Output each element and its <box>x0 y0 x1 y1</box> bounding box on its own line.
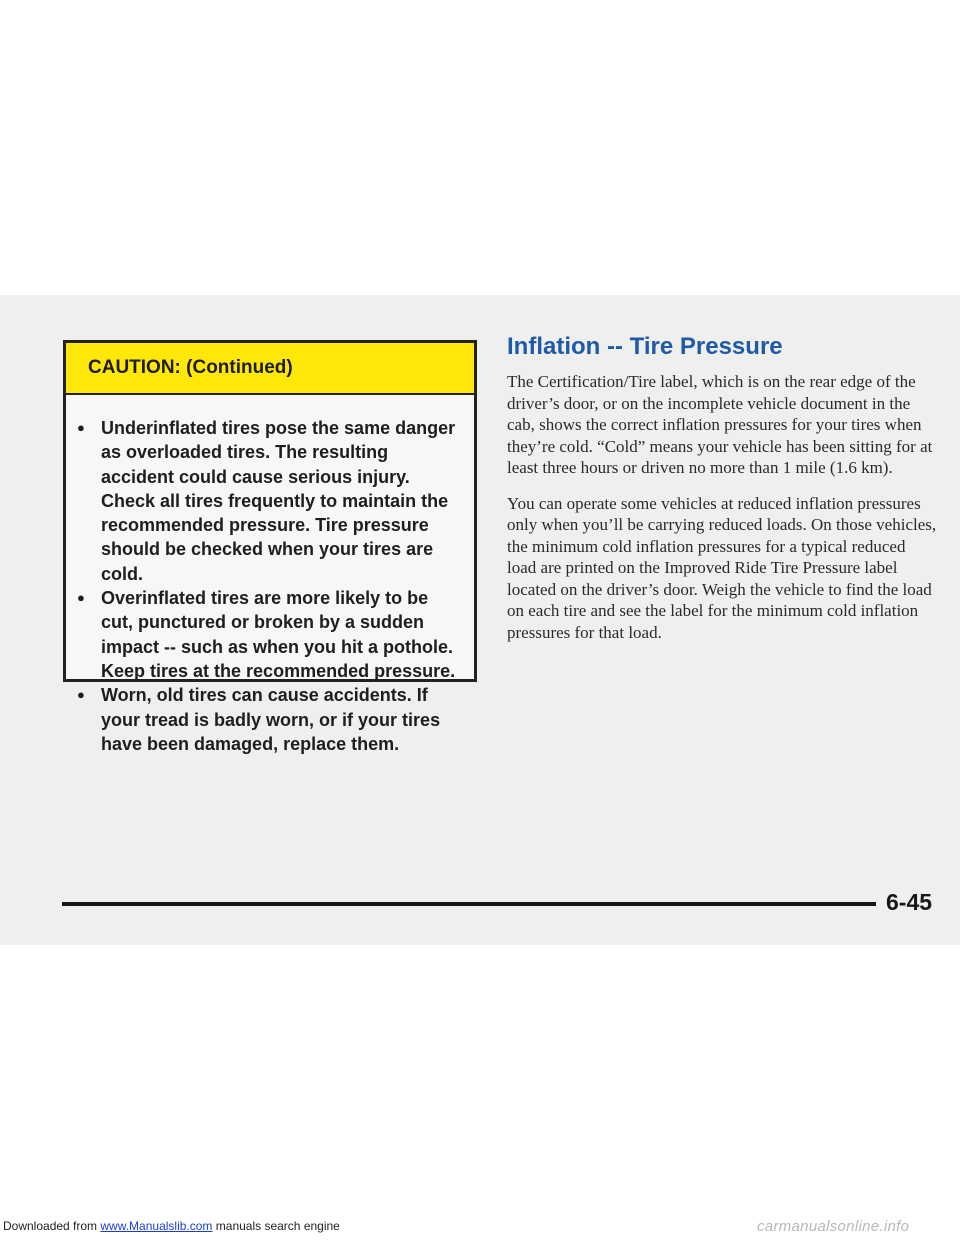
caution-header <box>66 343 474 395</box>
caution-item-text: Worn, old tires can cause accidents. If your tread is badly worn, or if your tires have been damaged, replace them. <box>101 685 441 754</box>
caution-list <box>66 395 474 756</box>
bullet-icon: ● <box>77 590 85 606</box>
caution-item <box>77 586 464 683</box>
section-heading: Inflation -- Tire Pressure <box>507 333 783 360</box>
inflation-section <box>507 333 937 657</box>
download-prefix: Downloaded from <box>3 1219 101 1233</box>
caution-item <box>77 416 464 586</box>
caution-title: CAUTION: (Continued) <box>88 357 293 378</box>
body-paragraph: The Certification/Tire label, which is on the rear edge of the driver’s door, or on the incomplete vehicle document in the cab, shows the correct inflation pressures for your tires when they’re cold. “Cold” means your vehicle has been sitting for at least three hours or driven no more than 1 mile (1.6 km). <box>507 372 933 477</box>
download-credit <box>3 1219 340 1233</box>
bullet-icon: ● <box>77 687 85 703</box>
watermark: carmanualsonline.info <box>757 1218 910 1235</box>
page-number: 6-45 <box>886 889 933 915</box>
caution-item-text: Underinflated tires pose the same danger as overloaded tires. The resulting accident could cause serious injury. Check all tires frequently to maintain the recommended pressure. Tire pressure should be checked when your tires are cold. <box>101 418 456 584</box>
caution-item-text: Overinflated tires are more likely to be cut, punctured or broken by a sudden impact -- such as when you hit a pothole. Keep tires at the recommended pressure. <box>101 588 456 681</box>
caution-box <box>63 340 477 754</box>
bullet-icon: ● <box>77 420 85 435</box>
download-suffix: manuals search engine <box>212 1219 340 1233</box>
caution-item <box>77 683 464 756</box>
manualslib-link[interactable]: www.Manualslib.com <box>100 1219 213 1233</box>
body-paragraph: You can operate some vehicles at reduced inflation pressures only when you’ll be carrying reduced loads. On those vehicles, the minimum cold inflation pressures for a typical reduced load are printed on the Improved Ride Tire Pressure label located on the driver’s door. Weigh the vehicle to find the load on each tire and see the label for the minimum cold inflation pressures for that load. <box>507 493 937 642</box>
footer-rule <box>62 902 876 906</box>
